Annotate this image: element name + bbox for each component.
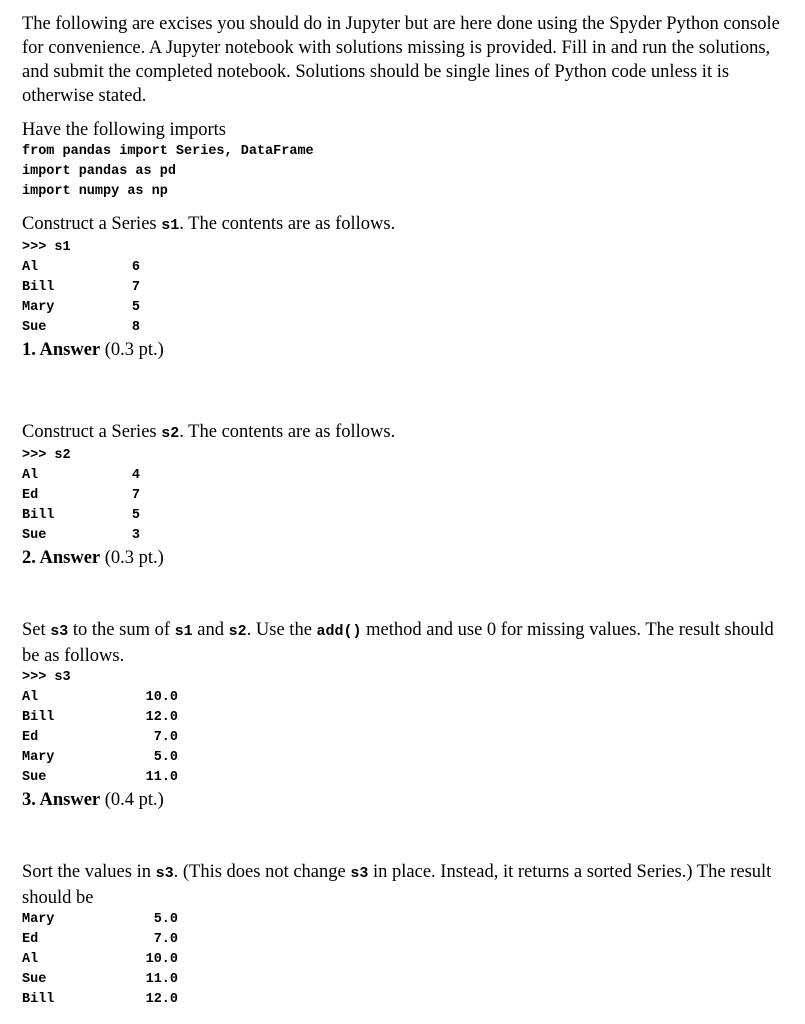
series-row: Ed 7.0 (22, 932, 178, 947)
question-2 (22, 420, 792, 570)
series-row: Al 10.0 (22, 690, 178, 705)
answer-line: 1. Answer (0.3 pt.) (22, 340, 164, 360)
series-row: Sue 11.0 (22, 972, 178, 987)
code-inline: s2 (161, 425, 180, 442)
question-1 (22, 212, 792, 362)
answer-line: 3. Answer (0.4 pt.) (22, 790, 164, 810)
series-output (22, 688, 792, 788)
series-row: Sue 11.0 (22, 770, 178, 785)
question-4-text: Sort the values in s3. (This does not change s3 in place. Instead, it returns a sorted Series.) The result should be (22, 862, 772, 908)
series-output (22, 258, 792, 338)
question-3-text: Set s3 to the sum of s1 and s2. Use the add() method and use 0 for missing values. The result should be as follows. (22, 620, 774, 666)
series-row: Al 6 (22, 260, 140, 275)
series-row: Sue 8 (22, 320, 140, 335)
code-inline: add() (316, 623, 362, 640)
imports-heading: Have the following imports (22, 120, 226, 140)
answer-line: 2. Answer (0.3 pt.) (22, 548, 164, 568)
series-row: Ed 7.0 (22, 730, 178, 745)
intro-section (22, 12, 792, 108)
code-inline: s3 (155, 865, 174, 882)
series-output (22, 910, 792, 1010)
series-row: Mary 5.0 (22, 750, 178, 765)
intro-paragraph: The following are excises you should do in Jupyter but are here done using the Spyder Python console for convenience. A Jupyter notebook with solutions missing is provided. Fill in and run the solutions, and submit the completed notebook. Solutions should be single lines of Python code unless it is otherwise stated. (22, 14, 780, 106)
code-inline: s1 (161, 217, 180, 234)
series-row: Al 10.0 (22, 952, 178, 967)
import-line: import numpy as np (22, 184, 168, 199)
code-inline: s1 (174, 623, 193, 640)
series-output (22, 466, 792, 546)
console-prompt: >>> s1 (22, 240, 71, 255)
series-row: Sue 3 (22, 528, 140, 543)
question-3 (22, 618, 792, 812)
question-4 (22, 860, 792, 1010)
series-row: Mary 5 (22, 300, 140, 315)
series-row: Ed 7 (22, 488, 140, 503)
series-row: Bill 7 (22, 280, 140, 295)
console-prompt: >>> s3 (22, 670, 71, 685)
series-row: Al 4 (22, 468, 140, 483)
question-1-text: Construct a Series s1. The contents are as follows. (22, 214, 396, 234)
series-row: Mary 5.0 (22, 912, 178, 927)
code-inline: s2 (228, 623, 247, 640)
code-inline: s3 (50, 623, 69, 640)
code-inline: s3 (350, 865, 369, 882)
series-row: Bill 12.0 (22, 992, 178, 1007)
import-line: import pandas as pd (22, 164, 176, 179)
series-row: Bill 5 (22, 508, 140, 523)
import-line: from pandas import Series, DataFrame (22, 144, 314, 159)
question-2-text: Construct a Series s2. The contents are as follows. (22, 422, 396, 442)
series-row: Bill 12.0 (22, 710, 178, 725)
imports-section (22, 118, 792, 202)
console-prompt: >>> s2 (22, 448, 71, 463)
